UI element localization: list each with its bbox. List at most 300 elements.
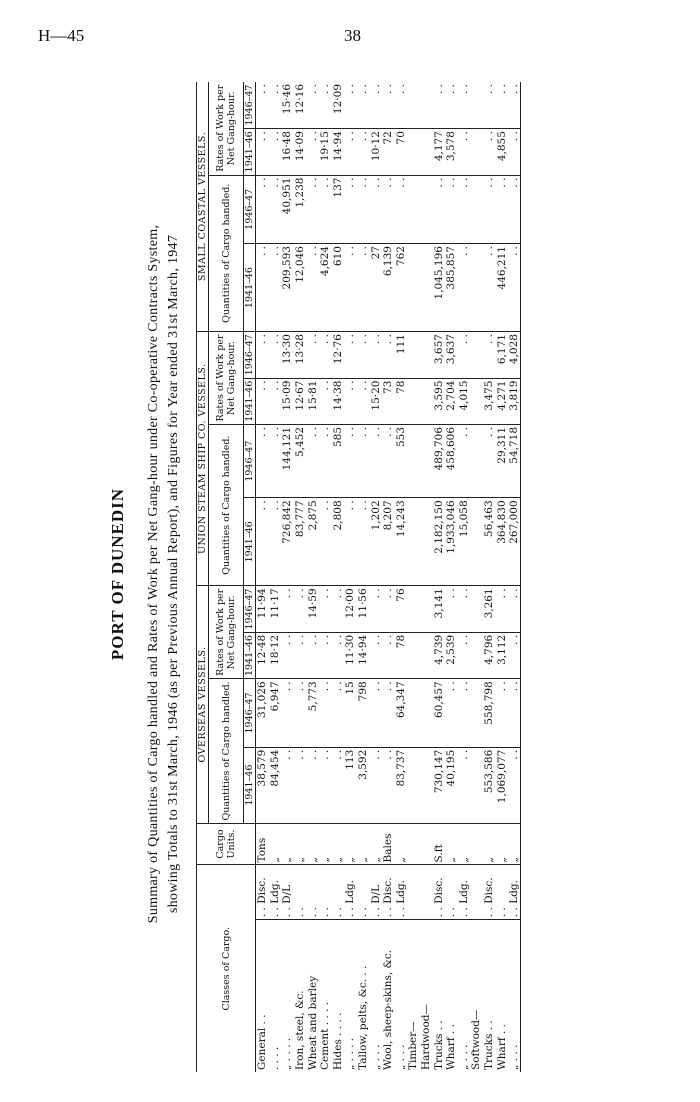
handling-mode: . . (445, 865, 458, 920)
cargo-summary-table (196, 82, 521, 1072)
table-cell: 6,171 (495, 332, 508, 378)
table-cell: . . (483, 82, 496, 129)
table-cell: . . (306, 244, 319, 332)
cargo-class: Wool, sheep-skins, &c. (382, 949, 395, 1070)
table-cell: . . (319, 82, 332, 129)
table-cell: 4,177 (432, 129, 445, 175)
table-cell: 4,624 (319, 244, 332, 332)
table-cell (407, 378, 420, 424)
table-cell: 4,028 (508, 332, 521, 378)
table-cell: . . (256, 82, 269, 129)
table-cell: 14·09 (294, 129, 307, 175)
table-cell: . . (458, 586, 471, 632)
table-row (344, 82, 357, 1072)
table-cell: . . (344, 175, 357, 243)
table-cell (470, 747, 483, 823)
table-cell: . . (458, 747, 471, 823)
table-cell: . . (319, 679, 332, 747)
table-cell (420, 129, 433, 175)
table-cell: 364,830 (495, 498, 508, 586)
table-row (407, 82, 420, 1072)
table-cell: . . (369, 175, 382, 243)
table-cell: . . (319, 332, 332, 378)
cargo-unit: „ (344, 823, 357, 865)
table-row (470, 82, 483, 1072)
cargo-class: „ . . . . (344, 1037, 357, 1070)
table-cell: . . (458, 632, 471, 678)
table-cell: . . (495, 82, 508, 129)
cargo-unit: „ (281, 823, 294, 865)
table-cell (407, 332, 420, 378)
subtitle-line-1: Summary of Quantities of Cargo handled and Rates of Work per Net Gang-hour under Co-operative Contracts System, (146, 224, 161, 924)
table-row (306, 82, 319, 1072)
table-cell: 11·30 (344, 632, 357, 678)
table-cell (407, 679, 420, 747)
table-cell: . . (458, 175, 471, 243)
table-cell: 113 (344, 747, 357, 823)
handling-mode: . . Ldg. (344, 865, 357, 920)
cargo-unit: „ (369, 823, 382, 865)
table-cell: . . (357, 424, 370, 497)
table-cell: 18·12 (269, 632, 282, 678)
table-cell (420, 82, 433, 129)
table-cell: . . (294, 632, 307, 678)
handling-mode: . . Disc. (256, 865, 269, 920)
table-cell: . . (382, 586, 395, 632)
table-cell: . . (344, 424, 357, 497)
table-cell: . . (281, 679, 294, 747)
table-cell: . . (269, 175, 282, 243)
table-cell: . . (458, 129, 471, 175)
table-cell: . . (332, 747, 345, 823)
table-cell: . . (306, 632, 319, 678)
table-cell: . . (306, 129, 319, 175)
table-cell: . . (319, 586, 332, 632)
table-cell: 730,147 (432, 747, 445, 823)
table-cell: . . (256, 424, 269, 497)
table-cell (420, 332, 433, 378)
table-cell: 3,657 (432, 332, 445, 378)
table-cell (407, 498, 420, 586)
table-cell (407, 129, 420, 175)
cargo-class: Trucks . . (482, 1020, 495, 1070)
table-cell: 6,947 (269, 679, 282, 747)
handling-mode: . . Ldg. (458, 865, 471, 920)
table-cell: 553,586 (483, 747, 496, 823)
table-cell: 12·16 (294, 82, 307, 129)
table-row (420, 82, 433, 1072)
table-cell: . . (382, 424, 395, 497)
table-cell (470, 175, 483, 243)
table-row (357, 82, 370, 1072)
table-cell: 458,606 (445, 424, 458, 497)
table-cell: 5,452 (294, 424, 307, 497)
table-cell: 1,202 (369, 498, 382, 586)
table-cell: . . (508, 747, 521, 823)
cargo-class: Timber— (407, 1021, 420, 1070)
table-cell: . . (495, 586, 508, 632)
table-cell (470, 82, 483, 129)
table-cell: . . (382, 679, 395, 747)
table-cell: . . (306, 424, 319, 497)
table-cell: 267,000 (508, 498, 521, 586)
table-cell: . . (508, 586, 521, 632)
handling-mode: . . Disc. (432, 865, 445, 920)
table-row (332, 82, 345, 1072)
table-cell (420, 424, 433, 497)
table-cell: . . (382, 175, 395, 243)
table-row (395, 82, 408, 1072)
table-cell: . . (357, 175, 370, 243)
table-cell: . . (269, 244, 282, 332)
table-cell: . . (294, 586, 307, 632)
table-cell: . . (495, 175, 508, 243)
table-cell: 385,857 (445, 244, 458, 332)
table-cell: 38,579 (256, 747, 269, 823)
table-cell: 14·94 (357, 632, 370, 678)
table-cell: . . (344, 378, 357, 424)
handling-mode: . . (332, 865, 345, 920)
cargo-unit: „ (508, 823, 521, 865)
table-cell: 15·46 (281, 82, 294, 129)
table-cell: . . (269, 82, 282, 129)
table-cell (420, 747, 433, 823)
table-cell (420, 632, 433, 678)
table-cell: 144,121 (281, 424, 294, 497)
table-cell: 13·28 (294, 332, 307, 378)
table-row (483, 82, 496, 1072)
table-cell: 2,875 (306, 498, 319, 586)
table-cell: 11·17 (269, 586, 282, 632)
handling-mode: . . (294, 865, 307, 920)
table-cell (407, 244, 420, 332)
cargo-unit: „ (395, 823, 408, 865)
handling-mode (470, 865, 483, 920)
table-cell: . . (458, 332, 471, 378)
table-cell: . . (344, 332, 357, 378)
table-cell: 10·12 (369, 129, 382, 175)
table-cell: 3,475 (483, 378, 496, 424)
table-cell: . . (281, 632, 294, 678)
table-cell: 12·09 (332, 82, 345, 129)
year-header: 1946–47 (244, 679, 256, 747)
handling-mode (407, 865, 420, 920)
cargo-class: . . . . (268, 1046, 281, 1070)
cargo-unit: „ (269, 823, 282, 865)
page-ref: H—45 (38, 26, 85, 45)
handling-mode (420, 865, 433, 920)
table-cell: 78 (395, 632, 408, 678)
cargo-unit: Tons (256, 823, 269, 865)
table-cell: . . (256, 498, 269, 586)
handling-mode: . . D/L (281, 865, 294, 920)
table-cell: . . (445, 82, 458, 129)
table-cell: 73 (382, 378, 395, 424)
union-steam-header: UNION STEAM SHIP CO. VESSELS. (197, 332, 209, 586)
cargo-unit: „ (332, 823, 345, 865)
rotated-table-page (0, 68, 690, 1080)
table-cell: . . (508, 175, 521, 243)
table-cell: 610 (332, 244, 345, 332)
handling-mode: . . (319, 865, 332, 920)
table-cell: . . (445, 586, 458, 632)
table-cell (407, 747, 420, 823)
table-cell: 3,261 (483, 586, 496, 632)
table-cell: 19·15 (319, 129, 332, 175)
table-cell: 798 (357, 679, 370, 747)
table-body (256, 82, 521, 1072)
cargo-unit (470, 823, 483, 865)
table-cell: . . (508, 632, 521, 678)
table-cell (420, 244, 433, 332)
table-cell: . . (281, 586, 294, 632)
table-cell: . . (483, 332, 496, 378)
table-cell: . . (357, 82, 370, 129)
table-cell: 137 (332, 175, 345, 243)
table-cell: . . (344, 129, 357, 175)
table-cell: . . (483, 244, 496, 332)
table-cell: 13·30 (281, 332, 294, 378)
cargo-class: Iron, steel, &c. (294, 990, 307, 1070)
cargo-class: Cement . . . . (319, 1001, 332, 1070)
year-header: 1941–46 (244, 632, 256, 678)
cargo-class: „ . . . (508, 920, 521, 1072)
handling-mode: . . Disc. (382, 865, 395, 920)
table-cell: . . (395, 175, 408, 243)
handling-mode: . . D/L (369, 865, 382, 920)
table-cell: . . (395, 82, 408, 129)
table-row (432, 82, 445, 1072)
table-cell: . . (269, 378, 282, 424)
table-cell: 585 (332, 424, 345, 497)
table-row (319, 82, 332, 1072)
handling-mode: . . Ldg. (269, 865, 282, 920)
table-cell: 8,207 (382, 498, 395, 586)
table-cell: . . (357, 378, 370, 424)
table-cell: 1,238 (294, 175, 307, 243)
table-cell: . . (306, 747, 319, 823)
table-cell: 726,842 (281, 498, 294, 586)
table-cell (420, 586, 433, 632)
table-cell (420, 498, 433, 586)
table-cell: . . (458, 679, 471, 747)
table-cell: . . (458, 424, 471, 497)
table-cell: 15·20 (369, 378, 382, 424)
subtitle-line-2: showing Totals to 31st March, 1946 (as per Previous Annual Report), and Figures for Year ended 31st March, 1947 (166, 234, 181, 914)
table-cell: 1,045,196 (432, 244, 445, 332)
table-cell: . . (508, 679, 521, 747)
rates-header: Rates of Work per Net Gang-hour. (209, 82, 244, 175)
quantities-header: Quantities of Cargo handled. (209, 679, 244, 823)
table-cell: . . (369, 679, 382, 747)
table-cell: 3,595 (432, 378, 445, 424)
handling-mode: . . (357, 865, 370, 920)
table-cell: . . (369, 632, 382, 678)
table-cell (407, 424, 420, 497)
table-row (256, 82, 269, 1072)
table-cell: 4,796 (483, 632, 496, 678)
table-cell: 72 (382, 129, 395, 175)
table-cell: 11·94 (256, 586, 269, 632)
table-cell: 446,211 (495, 244, 508, 332)
table-cell (470, 129, 483, 175)
table-cell: . . (319, 747, 332, 823)
table-cell: . . (357, 498, 370, 586)
table-cell: . . (382, 747, 395, 823)
table-cell: . . (432, 175, 445, 243)
table-cell: 2,704 (445, 378, 458, 424)
table-cell (420, 679, 433, 747)
table-cell: . . (483, 175, 496, 243)
table-cell: . . (445, 679, 458, 747)
cargo-unit: „ (458, 823, 471, 865)
table-cell: . . (432, 82, 445, 129)
table-row (269, 82, 282, 1072)
table-cell (420, 175, 433, 243)
table-cell (407, 82, 420, 129)
rates-header: Rates of Work per Net Gang-hour. (209, 332, 244, 425)
table-cell: 14·59 (306, 586, 319, 632)
cargo-unit: S.ft (432, 823, 445, 865)
cargo-unit: „ (319, 823, 332, 865)
table-cell: 31,026 (256, 679, 269, 747)
table-cell: . . (319, 498, 332, 586)
cargo-unit: „ (294, 823, 307, 865)
table-cell: 209,593 (281, 244, 294, 332)
table-cell: . . (382, 332, 395, 378)
table-cell: 3,578 (445, 129, 458, 175)
table-cell: 6,139 (382, 244, 395, 332)
table-cell: 12·00 (344, 586, 357, 632)
table-cell: 3,819 (508, 378, 521, 424)
table-cell (470, 679, 483, 747)
cargo-class: „ . . . (369, 1044, 382, 1070)
table-row (294, 82, 307, 1072)
table-cell: 5,773 (306, 679, 319, 747)
page-title: PORT OF DUNEDIN (108, 487, 127, 661)
table-cell: 558,798 (483, 679, 496, 747)
year-header: 1941–46 (244, 129, 256, 175)
table-cell: . . (445, 175, 458, 243)
year-header: 1946–47 (244, 175, 256, 243)
year-header: 1941–46 (244, 244, 256, 332)
table-cell: . . (332, 679, 345, 747)
table-cell: . . (458, 244, 471, 332)
table-cell: 12·67 (294, 378, 307, 424)
table-cell: . . (382, 632, 395, 678)
table-cell: . . (256, 244, 269, 332)
table-cell: 4,739 (432, 632, 445, 678)
table-cell (420, 378, 433, 424)
table-cell (407, 632, 420, 678)
table-cell: 15,058 (458, 498, 471, 586)
table-cell: . . (319, 424, 332, 497)
table-cell: 15 (344, 679, 357, 747)
year-header: 1946–47 (244, 332, 256, 378)
table-cell: . . (294, 747, 307, 823)
table-cell: . . (369, 332, 382, 378)
table-cell: 2,182,150 (432, 498, 445, 586)
table-row (369, 82, 382, 1072)
overseas-header: OVERSEAS VESSELS. (197, 586, 209, 823)
quantities-header: Quantities of Cargo handled. (209, 175, 244, 332)
cargo-class: Wheat and barley (306, 975, 319, 1070)
table-cell: . . (269, 424, 282, 497)
table-cell: . . (306, 332, 319, 378)
table-cell: . . (256, 332, 269, 378)
table-cell: 84,454 (269, 747, 282, 823)
cargo-class: Wharf . . (495, 1023, 508, 1070)
table-cell: 3,592 (357, 747, 370, 823)
cargo-class: Wharf . . (445, 1023, 458, 1070)
table-cell: 83,737 (395, 747, 408, 823)
table-cell: 54,718 (508, 424, 521, 497)
year-header: 1946–47 (244, 424, 256, 497)
table-cell: 553 (395, 424, 408, 497)
table-cell: 70 (395, 129, 408, 175)
table-cell: 4,855 (495, 129, 508, 175)
table-cell: . . (369, 586, 382, 632)
table-cell: 2,808 (332, 498, 345, 586)
table-cell: . . (369, 424, 382, 497)
table-cell: . . (319, 175, 332, 243)
table-cell: . . (483, 129, 496, 175)
table-cell: 3,112 (495, 632, 508, 678)
table-cell: . . (306, 82, 319, 129)
cargo-class: „ . . . . (281, 1037, 294, 1070)
table-cell: 15·09 (281, 378, 294, 424)
group-header-row (197, 82, 209, 1072)
small-coastal-header: SMALL COASTAL VESSELS. (197, 82, 209, 332)
table-cell: . . (483, 424, 496, 497)
table-row (508, 82, 521, 1072)
table-cell: . . (269, 129, 282, 175)
table-cell: 4,015 (458, 378, 471, 424)
table-cell: . . (332, 586, 345, 632)
cargo-unit (420, 823, 433, 865)
table-row (495, 82, 508, 1072)
table-cell (470, 632, 483, 678)
cargo-class: General . . (256, 1014, 269, 1070)
year-header: 1946–47 (244, 82, 256, 129)
cargo-unit (407, 823, 420, 865)
table-cell: 14·94 (332, 129, 345, 175)
table-cell (470, 378, 483, 424)
cargo-class: „ . . . (394, 1044, 407, 1070)
cargo-class: Tallow, pelts, &c. . . (357, 965, 370, 1070)
table-cell: . . (256, 378, 269, 424)
table-row (281, 82, 294, 1072)
table-cell: . . (508, 244, 521, 332)
table-cell (407, 175, 420, 243)
table-cell: . . (306, 175, 319, 243)
table-cell: . . (344, 498, 357, 586)
table-cell: 12,046 (294, 244, 307, 332)
handling-mode: . . Ldg. (395, 865, 408, 920)
table-row (445, 82, 458, 1072)
table-cell: 3,637 (445, 332, 458, 378)
cargo-class: Trucks . . (432, 1020, 445, 1070)
table-cell: . . (256, 129, 269, 175)
table-cell: . . (319, 632, 332, 678)
table-cell (470, 498, 483, 586)
table-cell: 1,933,046 (445, 498, 458, 586)
table-cell: 4,271 (495, 378, 508, 424)
table-cell: 12·48 (256, 632, 269, 678)
cargo-unit: „ (495, 823, 508, 865)
units-header: Cargo Units. (197, 823, 256, 865)
table-cell: . . (369, 747, 382, 823)
